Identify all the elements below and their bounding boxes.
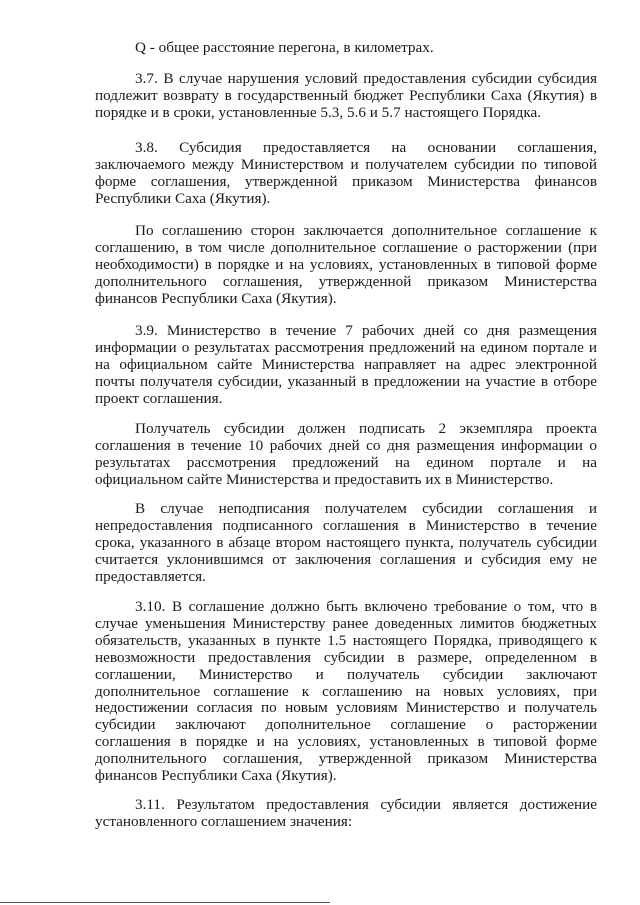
paragraph-recipient-signature: Получатель субсидии должен подписать 2 экземпляра проекта соглашения в течение 10 рабочих дней со дня размещения информации о результатах рассмотрения предложений на едином портале и на официальном сайте Министерства и предоставить их в Министерство.: [95, 420, 597, 488]
paragraph-3-7: 3.7. В случае нарушения условий предоставления субсидии субсидия подлежит возврату в государственный бюджет Республики Саха (Якутия) в порядке и в сроки, установленные 5.3, 5.6 и 5.7 настоящего Порядка.: [95, 70, 597, 121]
footer-divider: [0, 902, 330, 903]
paragraph-additional-agreement: По соглашению сторон заключается дополнительное соглашение к соглашению, в том числе дополнительное соглашение о расторжении (при необходимости) в порядке и на условиях, установленных в типовой форме дополнительного соглашения, утвержденной приказом Министерства финансов Республики Саха (Якутия).: [95, 222, 597, 307]
paragraph-3-11: 3.11. Результатом предоставления субсидии является достижение установленного соглашением значения:: [95, 796, 597, 830]
paragraph-non-signing: В случае неподписания получателем субсидии соглашения и непредоставления подписанного соглашения в Министерство в течение срока, указанного в абзаце втором настоящего пункта, получатель субсидии считается уклонившимся от заключения соглашения и субсидия ему не предоставляется.: [95, 500, 597, 585]
text-line-q-definition: Q - общее расстояние перегона, в километрах.: [135, 39, 434, 56]
paragraph-3-8: 3.8. Субсидия предоставляется на основании соглашения, заключаемого между Министерством и получателем субсидии по типовой форме соглашения, утвержденной приказом Министерства финансов Республики Саха (Якутия).: [95, 139, 597, 207]
paragraph-3-10: 3.10. В соглашение должно быть включено требование о том, что в случае уменьшения Министерству ранее доведенных лимитов бюджетных обязательств, указанных в пункте 1.5 настоящего Порядка, приводящего к невозможности предоставления субсидии в размере, определенном в соглашении, Министерство и получатель субсидии заключают дополнительное соглашение к соглашению на новых условиях, при недостижении согласия по новым условиям Министерство и получатель субсидии заключают дополнительное соглашение о расторжении соглашения в порядке и на условиях, установленных в типовой форме дополнительного соглашения, утвержденной приказом Министерства финансов Республики Саха (Якутия).: [95, 598, 597, 785]
paragraph-3-9: 3.9. Министерство в течение 7 рабочих дней со дня размещения информации о результатах рассмотрения предложений на едином портале и на официальном сайте Министерства направляет на адрес электронной почты получателя субсидии, указанный в предложении на участие в отборе проект соглашения.: [95, 322, 597, 407]
